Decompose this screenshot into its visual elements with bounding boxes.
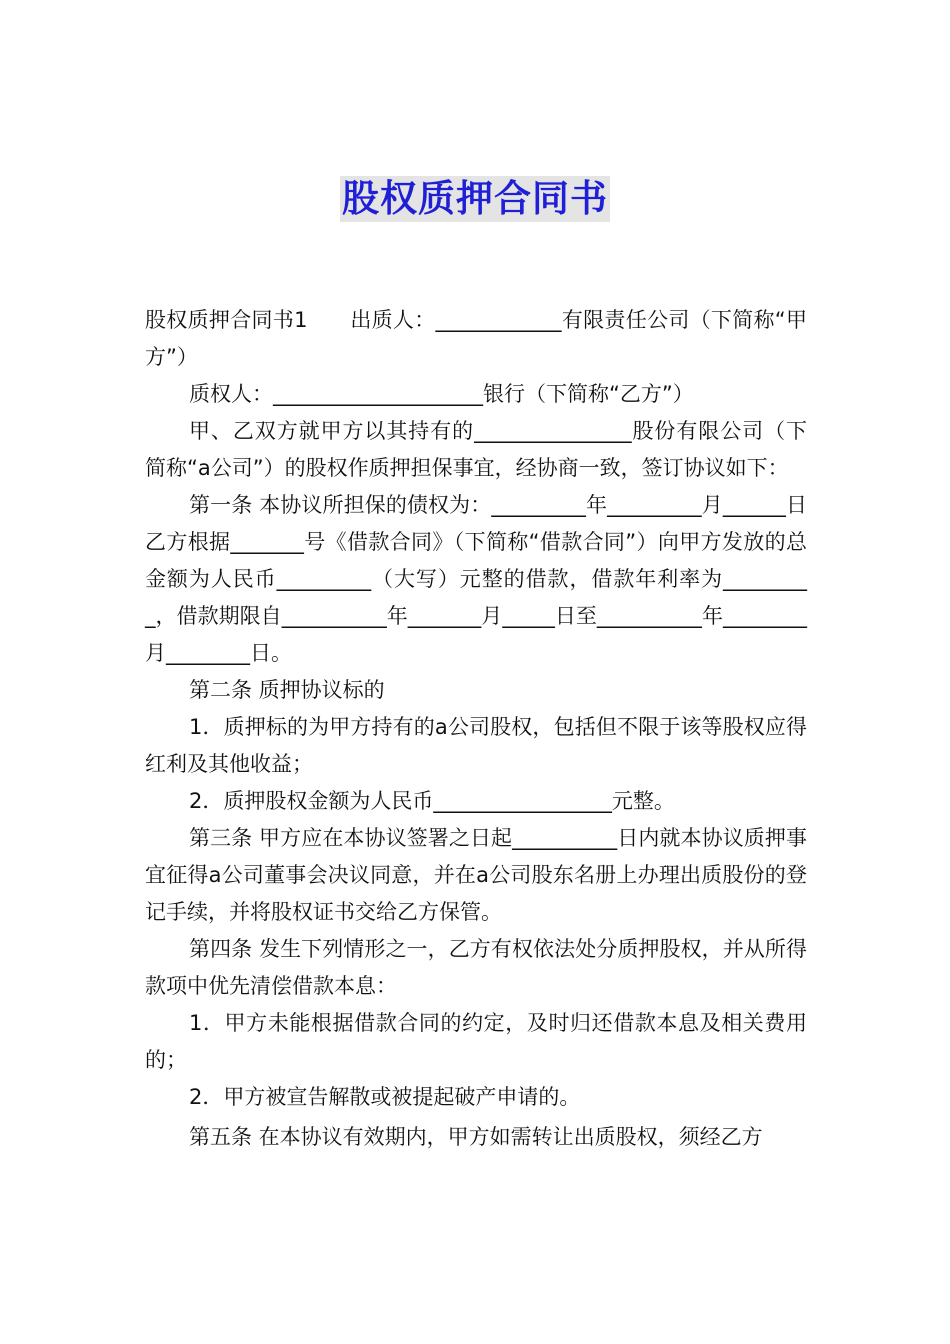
paragraph-article-4-item-2: 2．甲方被宣告解散或被提起破产申请的。: [189, 1085, 581, 1109]
paragraph-article-1: 第一条 本协议所担保的债权为：_________年_________月______日乙方根据_______号《借款合同》（下简称“借款合同”）向甲方发放的总金额为人民币_________（大写）元整的借款，借款年利率为_________，借款期限自__________年_______月_____日至__________年________月________日。: [145, 493, 807, 665]
paragraph-article-4-item-1: 1．甲方未能根据借款合同的约定，及时归还借款本息及相关费用的；: [145, 1011, 807, 1072]
paragraph-intro: 股权质押合同书1 出质人：____________有限责任公司（下简称“甲方”）: [145, 308, 807, 369]
document-title: 股权质押合同书: [342, 177, 608, 220]
paragraph-preamble: 甲、乙双方就甲方以其持有的_______________股份有限公司（下简称“a公司”）的股权作质押担保事宜，经协商一致，签订协议如下：: [145, 419, 807, 480]
paragraph-article-2-item-1: 1．质押标的为甲方持有的a公司股权，包括但不限于该等股权应得红利及其他收益；: [145, 715, 807, 776]
paragraph-article-4: 第四条 发生下列情形之一，乙方有权依法处分质押股权，并从所得款项中优先清偿借款本息：: [145, 937, 807, 998]
paragraph-article-2: 第二条 质押协议标的: [189, 678, 385, 702]
paragraph-pledgee: 质权人：____________________银行（下简称“乙方”）: [189, 382, 694, 406]
paragraph-article-3: 第三条 甲方应在本协议签署之日起__________日内就本协议质押事宜征得a公司董事会决议同意，并在a公司股东名册上办理出质股份的登记手续，并将股权证书交给乙方保管。: [145, 826, 807, 924]
paragraph-article-5: 第五条 在本协议有效期内，甲方如需转让出质股权，须经乙方: [189, 1125, 763, 1149]
document-body: [145, 302, 807, 1156]
title-area: [0, 176, 950, 222]
paragraph-article-2-item-2: 2．质押股权金额为人民币_________________元整。: [189, 789, 675, 813]
